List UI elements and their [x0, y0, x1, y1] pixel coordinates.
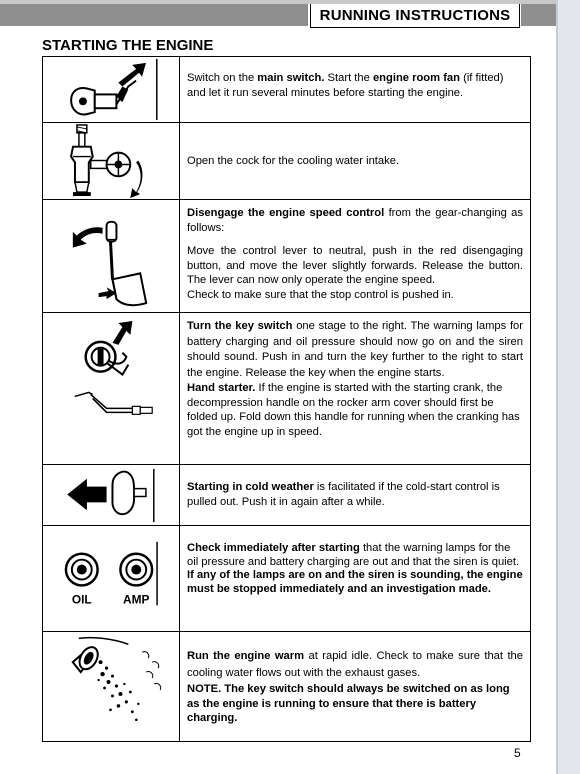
instruction-row-engine-speed [43, 200, 530, 313]
text-span: Move the control lever to neutral, push in the red disengaging button, and move the lever slightly forwards. Release the button. The lever can now only operate the engine speed. [187, 245, 523, 286]
instruction-text [187, 319, 523, 464]
instructions-table [42, 56, 531, 742]
text-span: (if fitted) and let it run several minutes before starting the engine. [187, 72, 504, 99]
text-span: one stage to the right. The warning lamps for battery charging and oil pressure should now go on and the siren should sound. Push in and turn the key further to the right to start the engine. Release the key when the engine starts. [187, 320, 523, 379]
text-span: that the warning lamps for the oil pressure and battery charging are out and that the siren is quiet. [187, 542, 520, 568]
instruction-text [187, 71, 523, 122]
text-span: Switch on the [187, 72, 258, 84]
text-bold: Check immediately after starting [187, 542, 360, 554]
icon-cell [43, 57, 180, 122]
key-switch-icon [43, 313, 179, 464]
icon-cell [43, 123, 180, 199]
instruction-row-cold-weather [43, 465, 530, 526]
text-span: at rapid idle. Check to make sure that the cooling water flows out with the exhaust gases. [187, 650, 523, 679]
instruction-text [187, 480, 523, 525]
text-bold: Disengage the engine speed control [187, 207, 385, 219]
main-switch-icon [43, 57, 179, 122]
instruction-row-key-switch [43, 313, 530, 465]
lamp-label-oil: OIL [71, 592, 92, 607]
exhaust-water-outlet-icon [43, 632, 179, 741]
instruction-row-check-lamps [43, 526, 530, 632]
text-bold: NOTE. The key switch should always be switched on as long as the engine is running to ensure that there is battery charging. [187, 683, 510, 724]
instruction-text [187, 154, 523, 199]
text-bold: Hand starter. [187, 382, 256, 394]
icon-cell [43, 526, 180, 631]
header-bar-left [0, 4, 308, 26]
icon-cell [43, 200, 180, 312]
icon-cell [43, 465, 180, 525]
instruction-row-main-switch [43, 57, 530, 123]
header-title: RUNNING INSTRUCTIONS [310, 4, 520, 28]
text-span: If the engine is started with the starting crank, the decompression handle on the rocker arm cover should first be folded up. Fold down this handle for running when the cranking has got the engine up in speed. [187, 382, 520, 438]
instruction-row-cooling-water [43, 123, 530, 200]
icon-cell [43, 632, 180, 741]
text-span: Open the cock for the cooling water intake. [187, 155, 400, 167]
engine-speed-control-lever-icon [43, 200, 179, 312]
right-frame-margin [556, 0, 580, 774]
cold-start-control-icon [43, 465, 179, 525]
warning-lamps-icon [43, 526, 179, 631]
text-span: is facilitated if the cold-start control is pulled out. Push it in again after a while. [187, 481, 500, 508]
header-bar-right [521, 4, 556, 26]
instruction-text [187, 542, 523, 631]
page-number: 5 [514, 746, 521, 760]
cooling-water-cock-icon [43, 123, 179, 199]
text-bold: engine room fan [372, 72, 460, 84]
lamp-label-amp: AMP [123, 592, 150, 607]
instruction-row-engine-warm [43, 632, 530, 741]
text-bold: If any of the lamps are on and the siren is sounding, the engine must be stopped immediately and an investigation made. [187, 569, 523, 595]
instruction-text [187, 648, 523, 741]
text-bold: Run the engine warm [187, 650, 305, 662]
text-bold: Turn the key switch [187, 320, 293, 332]
text-span: from the gear-changing as follows: [187, 207, 523, 234]
text-span: Start the [324, 72, 373, 84]
text-bold: Starting in cold weather [187, 481, 314, 493]
text-bold: main switch. [257, 72, 325, 84]
text-span: Check to make sure that the stop control is pushed in. [187, 288, 454, 301]
icon-cell [43, 313, 180, 464]
instruction-text [187, 206, 523, 312]
section-title: STARTING THE ENGINE [42, 37, 214, 54]
right-frame-stripe [556, 0, 558, 774]
